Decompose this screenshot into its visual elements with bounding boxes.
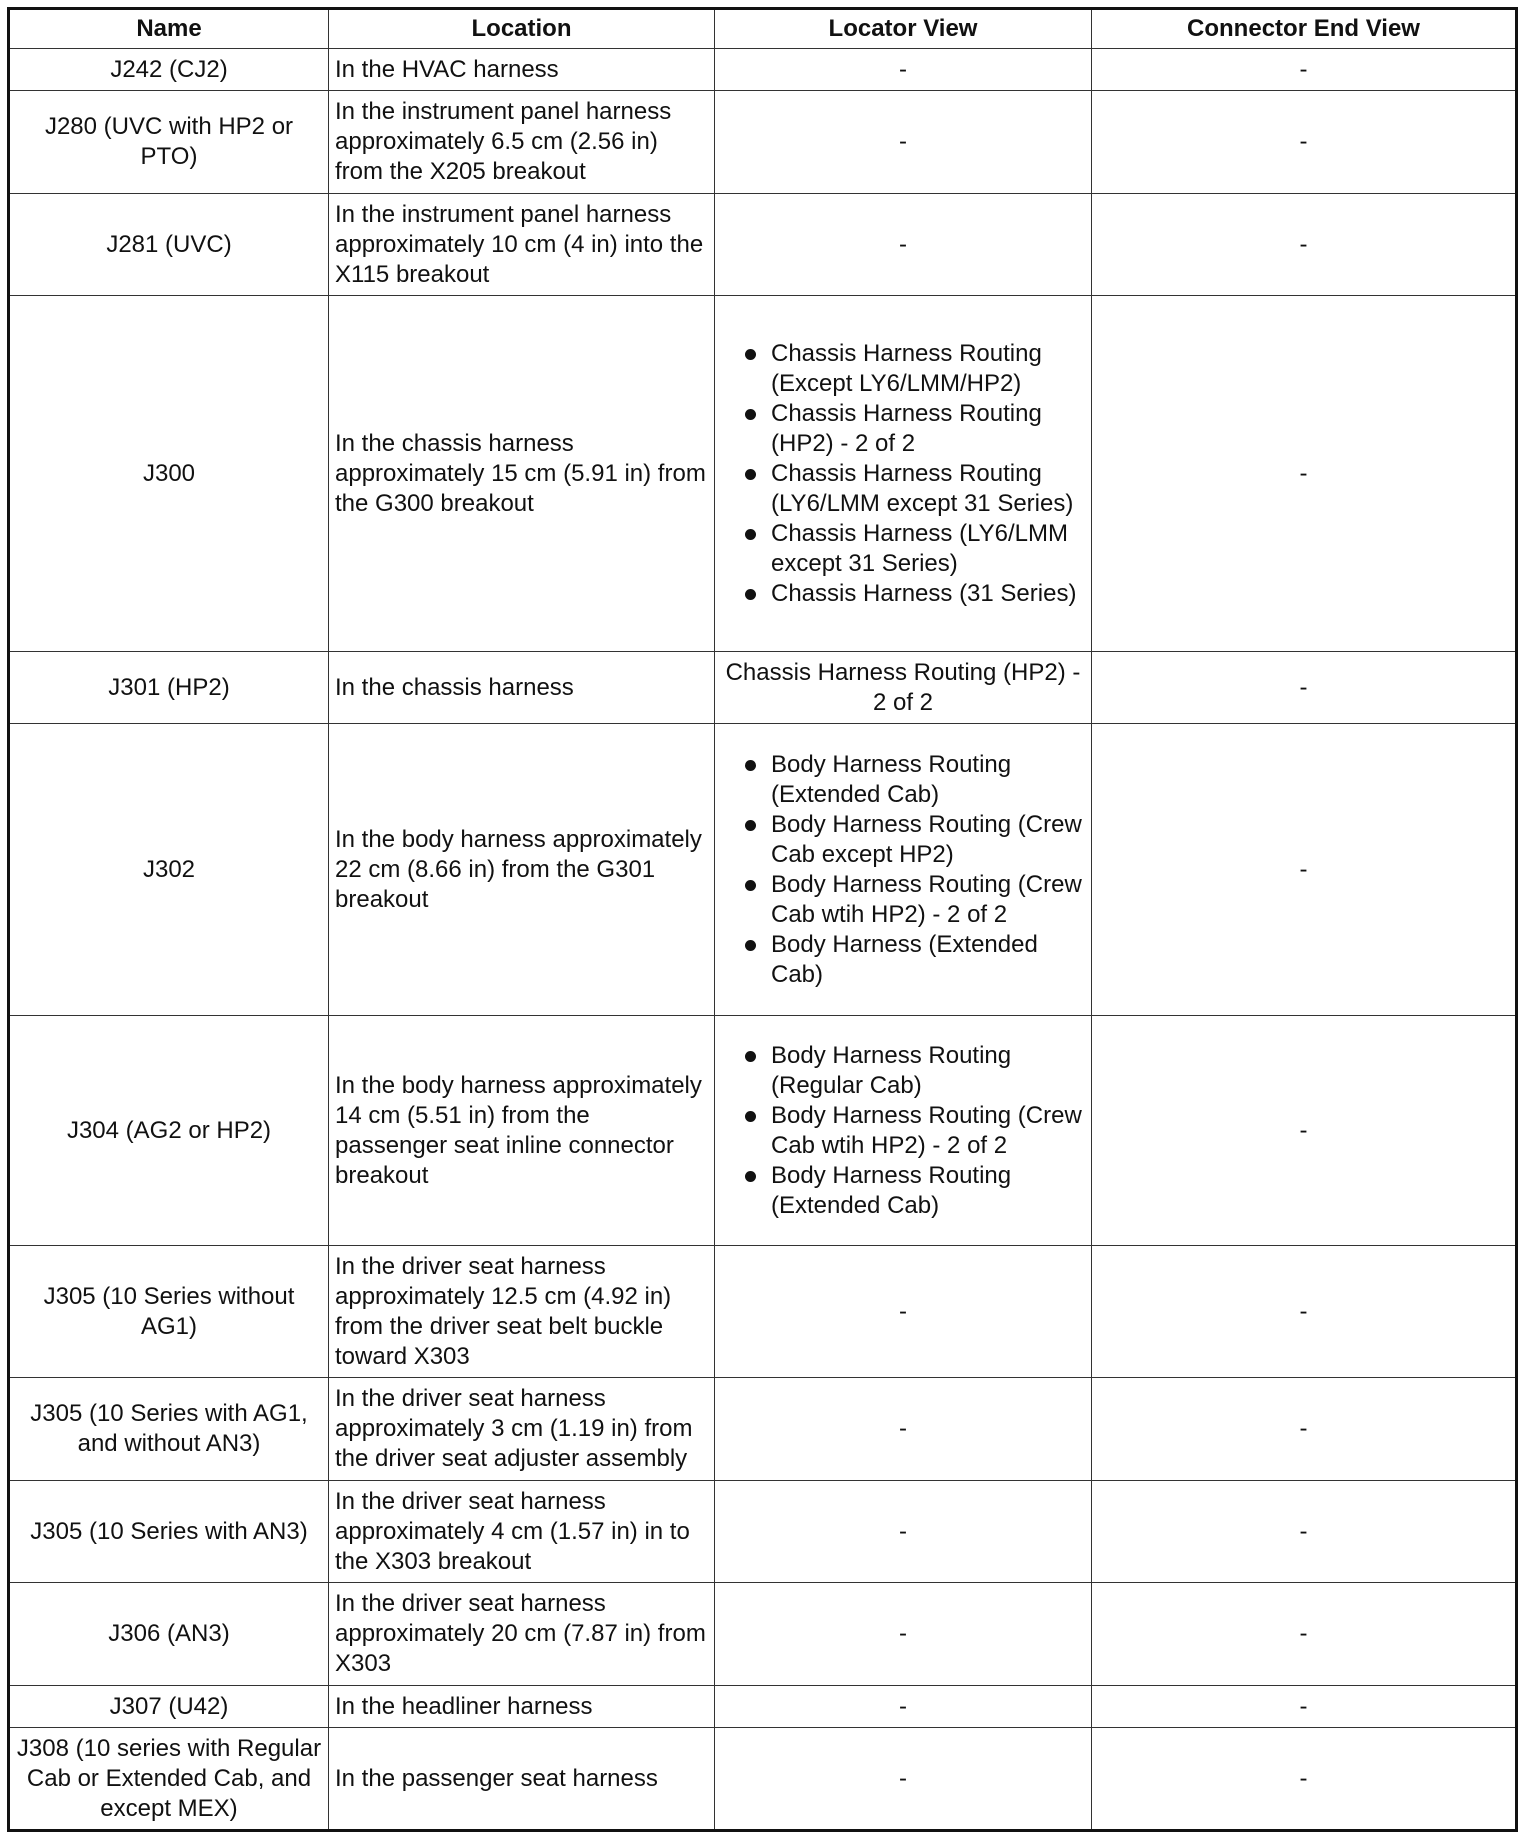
cell-locator-view: Chassis Harness Routing (HP2) - 2 of 2 (715, 652, 1092, 724)
header-connector-end-view: Connector End View (1092, 9, 1517, 49)
locator-view-list-item (735, 459, 1085, 519)
cell-locator-view (715, 296, 1092, 652)
cell-connector-end-view: - (1092, 296, 1517, 652)
locator-view-list (721, 339, 1085, 609)
bullet-icon (745, 529, 756, 540)
bullet-icon (745, 1171, 756, 1182)
cell-name: J242 (CJ2) (9, 49, 329, 91)
cell-name: J305 (10 Series without AG1) (9, 1246, 329, 1378)
table-row (9, 296, 1517, 652)
locator-view-list-item (735, 339, 1085, 399)
locator-view-list-item (735, 579, 1085, 609)
cell-locator-view (715, 1016, 1092, 1246)
cell-locator-view (715, 724, 1092, 1016)
cell-location: In the headliner harness (329, 1686, 715, 1728)
locator-view-text: Chassis Harness Routing (LY6/LMM except 31 Series) (771, 459, 1074, 517)
header-locator-view: Locator View (715, 9, 1092, 49)
locator-view-list-item (735, 1101, 1085, 1161)
cell-name: J307 (U42) (9, 1686, 329, 1728)
cell-name: J281 (UVC) (9, 194, 329, 296)
cell-location: In the instrument panel harness approximately 6.5 cm (2.56 in) from the X205 breakout (329, 91, 715, 194)
cell-location: In the driver seat harness approximately 20 cm (7.87 in) from X303 (329, 1583, 715, 1686)
cell-location: In the passenger seat harness (329, 1728, 715, 1831)
locator-view-list-item (735, 1161, 1085, 1221)
table-row (9, 1583, 1517, 1686)
cell-name: J280 (UVC with HP2 or PTO) (9, 91, 329, 194)
header-name: Name (9, 9, 329, 49)
locator-view-text: Body Harness (Extended Cab) (771, 930, 1038, 988)
cell-locator-view: - (715, 49, 1092, 91)
table-row (9, 49, 1517, 91)
cell-connector-end-view: - (1092, 1016, 1517, 1246)
locator-view-list (721, 1041, 1085, 1221)
cell-name: J301 (HP2) (9, 652, 329, 724)
locator-view-list-item (735, 810, 1085, 870)
cell-name: J304 (AG2 or HP2) (9, 1016, 329, 1246)
cell-locator-view: - (715, 194, 1092, 296)
table-row (9, 1728, 1517, 1831)
locator-view-list-item (735, 870, 1085, 930)
cell-locator-view: - (715, 1246, 1092, 1378)
locator-view-list-item (735, 930, 1085, 990)
cell-location: In the chassis harness approximately 15 cm (5.91 in) from the G300 breakout (329, 296, 715, 652)
cell-location: In the driver seat harness approximately 12.5 cm (4.92 in) from the driver seat belt buckle toward X303 (329, 1246, 715, 1378)
cell-locator-view: - (715, 1686, 1092, 1728)
cell-locator-view: - (715, 91, 1092, 194)
connector-table-container (7, 7, 1518, 1832)
table-row (9, 1686, 1517, 1728)
locator-view-list-item (735, 399, 1085, 459)
locator-view-list-item (735, 750, 1085, 810)
locator-view-text: Body Harness Routing (Crew Cab wtih HP2) - 2 of 2 (771, 1101, 1082, 1159)
locator-view-text: Chassis Harness Routing (HP2) - 2 of 2 (771, 399, 1042, 457)
bullet-icon (745, 820, 756, 831)
cell-name: J302 (9, 724, 329, 1016)
table-row (9, 1378, 1517, 1481)
cell-connector-end-view: - (1092, 1728, 1517, 1831)
bullet-icon (745, 349, 756, 360)
locator-view-text: Body Harness Routing (Extended Cab) (771, 750, 1012, 808)
table-row (9, 1016, 1517, 1246)
cell-location: In the body harness approximately 22 cm (8.66 in) from the G301 breakout (329, 724, 715, 1016)
cell-connector-end-view: - (1092, 194, 1517, 296)
cell-name: J308 (10 series with Regular Cab or Extended Cab, and except MEX) (9, 1728, 329, 1831)
cell-connector-end-view: - (1092, 652, 1517, 724)
cell-name: J300 (9, 296, 329, 652)
cell-connector-end-view: - (1092, 1378, 1517, 1481)
bullet-icon (745, 760, 756, 771)
connector-table (7, 7, 1518, 1832)
bullet-icon (745, 940, 756, 951)
table-row (9, 724, 1517, 1016)
cell-locator-view: - (715, 1728, 1092, 1831)
cell-locator-view: - (715, 1583, 1092, 1686)
cell-location: In the chassis harness (329, 652, 715, 724)
cell-connector-end-view: - (1092, 1481, 1517, 1583)
locator-view-text: Body Harness Routing (Crew Cab except HP2) (771, 810, 1082, 868)
cell-connector-end-view: - (1092, 1686, 1517, 1728)
header-row (9, 9, 1517, 49)
cell-location: In the driver seat harness approximately 3 cm (1.19 in) from the driver seat adjuster assembly (329, 1378, 715, 1481)
locator-view-text: Chassis Harness Routing (Except LY6/LMM/HP2) (771, 339, 1042, 397)
locator-view-list (721, 750, 1085, 990)
header-location: Location (329, 9, 715, 49)
table-row (9, 652, 1517, 724)
bullet-icon (745, 1111, 756, 1122)
cell-location: In the driver seat harness approximately 4 cm (1.57 in) in to the X303 breakout (329, 1481, 715, 1583)
bullet-icon (745, 469, 756, 480)
cell-name: J305 (10 Series with AN3) (9, 1481, 329, 1583)
table-row (9, 194, 1517, 296)
cell-connector-end-view: - (1092, 91, 1517, 194)
bullet-icon (745, 1051, 756, 1062)
cell-connector-end-view: - (1092, 724, 1517, 1016)
locator-view-text: Chassis Harness (LY6/LMM except 31 Series) (771, 519, 1068, 577)
cell-name: J305 (10 Series with AG1, and without AN3) (9, 1378, 329, 1481)
locator-view-text: Body Harness Routing (Extended Cab) (771, 1161, 1012, 1219)
cell-location: In the instrument panel harness approximately 10 cm (4 in) into the X115 breakout (329, 194, 715, 296)
bullet-icon (745, 409, 756, 420)
bullet-icon (745, 589, 756, 600)
locator-view-list-item (735, 519, 1085, 579)
bullet-icon (745, 880, 756, 891)
table-row (9, 1246, 1517, 1378)
cell-location: In the body harness approximately 14 cm (5.51 in) from the passenger seat inline connector breakout (329, 1016, 715, 1246)
cell-locator-view: - (715, 1378, 1092, 1481)
cell-connector-end-view: - (1092, 1246, 1517, 1378)
locator-view-text: Body Harness Routing (Crew Cab wtih HP2) - 2 of 2 (771, 870, 1082, 928)
cell-name: J306 (AN3) (9, 1583, 329, 1686)
table-row (9, 1481, 1517, 1583)
locator-view-text: Chassis Harness (31 Series) (771, 579, 1077, 607)
cell-connector-end-view: - (1092, 1583, 1517, 1686)
table-row (9, 91, 1517, 194)
cell-location: In the HVAC harness (329, 49, 715, 91)
locator-view-text: Body Harness Routing (Regular Cab) (771, 1041, 1012, 1099)
cell-connector-end-view: - (1092, 49, 1517, 91)
locator-view-list-item (735, 1041, 1085, 1101)
cell-locator-view: - (715, 1481, 1092, 1583)
